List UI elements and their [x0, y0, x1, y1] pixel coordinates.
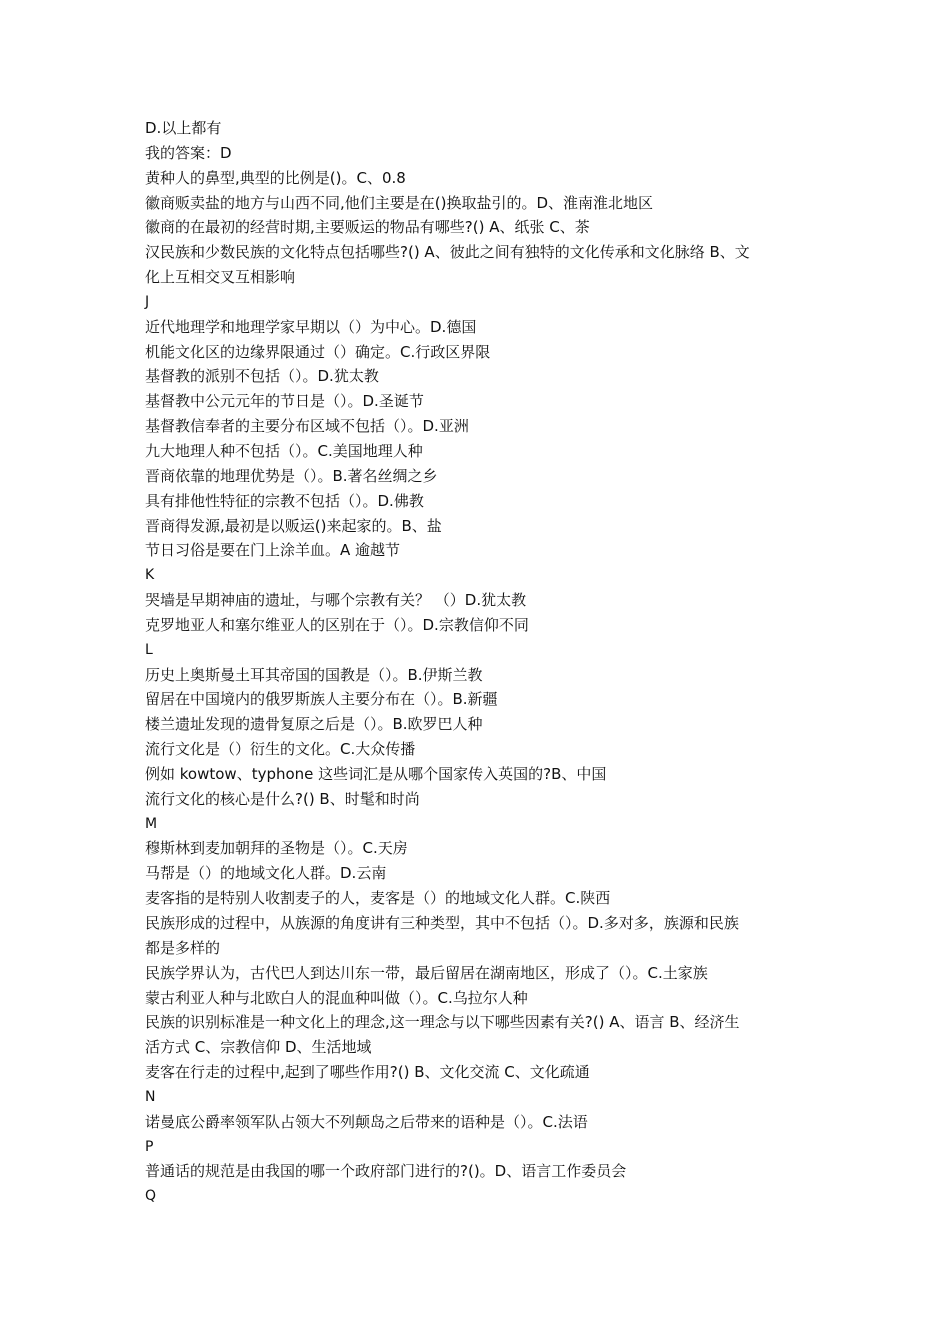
text-line: 基督教信奉者的主要分布区域不包括（）。D.亚洲: [145, 417, 469, 436]
text-line: 我的答案：D: [145, 143, 232, 162]
text-line: 历史上奥斯曼土耳其帝国的国教是（）。B.伊斯兰教: [145, 665, 483, 684]
text-line: 徽商的在最初的经营时期,主要贩运的物品有哪些?() A、纸张 C、茶: [145, 218, 590, 237]
text-line: 近代地理学和地理学家早期以（）为中心。D.德国: [145, 317, 477, 336]
text-line: 九大地理人种不包括（）。C.美国地理人种: [145, 441, 423, 460]
text-line: 化上互相交叉互相影响: [145, 268, 296, 287]
text-line: 汉民族和少数民族的文化特点包括哪些?() A、彼此之间有独特的文化传承和文化脉络 B、文: [145, 243, 750, 262]
text-line: 民族的识别标准是一种文化上的理念,这一理念与以下哪些因素有关?() A、语言 B、经济生: [145, 1013, 740, 1032]
section-letter: K: [145, 567, 155, 584]
section-letter: Q: [145, 1188, 157, 1205]
section-letter: L: [145, 641, 153, 658]
text-line: 蒙古利亚人种与北欧白人的混血种叫做（）。C.乌拉尔人种: [145, 988, 528, 1007]
text-line: D.以上都有: [145, 119, 222, 137]
text-line: 楼兰遗址发现的遗骨复原之后是（）。B.欧罗巴人种: [145, 715, 483, 734]
text-line: 都是多样的: [145, 938, 221, 957]
text-line: 徽商贩卖盐的地方与山西不同,他们主要是在()换取盐引的。D、淮南淮北地区: [145, 193, 654, 212]
text-line: 留居在中国境内的俄罗斯族人主要分布在（）。B.新疆: [145, 690, 498, 709]
section-letter: M: [145, 815, 158, 832]
text-line: 节日习俗是要在门上涂羊血。A 逾越节: [145, 541, 401, 560]
section-letter: P: [145, 1138, 154, 1155]
text-line: 民族形成的过程中，从族源的角度讲有三种类型，其中不包括（）。D.多对多，族源和民族: [145, 914, 739, 932]
text-line: 穆斯林到麦加朝拜的圣物是（）。C.天房: [145, 839, 408, 858]
text-line: 麦客在行走的过程中,起到了哪些作用?() B、文化交流 C、文化疏通: [145, 1063, 590, 1082]
text-line: 基督教中公元元年的节日是（）。D.圣诞节: [145, 392, 424, 411]
text-line: 诺曼底公爵率领军队占领大不列颠岛之后带来的语种是（）。C.法语: [145, 1112, 588, 1131]
text-line: 晋商得发源,最初是以贩运()来起家的。B、盐: [145, 516, 442, 535]
document-page: [145, 116, 813, 1209]
text-line: 流行文化是（）衍生的文化。C.大众传播: [145, 740, 416, 759]
text-line: 黄种人的鼻型,典型的比例是()。C、0.8: [145, 168, 406, 187]
text-line: 流行文化的核心是什么?() B、时髦和时尚: [145, 789, 420, 808]
text-line: 麦客指的是特别人收割麦子的人，麦客是（）的地域文化人群。C.陕西: [145, 889, 611, 908]
text-line: 机能文化区的边缘界限通过（）确定。C.行政区界限: [145, 342, 491, 361]
text-line: 民族学界认为，古代巴人到达川东一带，最后留居在湖南地区，形成了（）。C.土家族: [145, 963, 708, 982]
text-line: 晋商依靠的地理优势是（）。B.著名丝绸之乡: [145, 466, 438, 485]
text-line: 例如 kowtow、typhone 这些词汇是从哪个国家传入英国的?B、中国: [145, 764, 607, 783]
text-line: 马帮是（）的地域文化人群。D.云南: [145, 864, 387, 883]
section-letter: J: [145, 293, 150, 310]
text-line: 克罗地亚人和塞尔维亚人的区别在于（）。D.宗教信仰不同: [145, 615, 529, 634]
text-line: 基督教的派别不包括（）。D.犹太教: [145, 367, 379, 386]
text-line: 具有排他性特征的宗教不包括（）。D.佛教: [145, 491, 424, 510]
text-line: 活方式 C、宗教信仰 D、生活地域: [145, 1038, 372, 1057]
text-line: 哭墙是早期神庙的遗址，与哪个宗教有关？ （）D.犹太教: [145, 591, 527, 610]
text-line: 普通话的规范是由我国的哪一个政府部门进行的?()。D、语言工作委员会: [145, 1162, 627, 1181]
section-letter: N: [145, 1088, 156, 1105]
